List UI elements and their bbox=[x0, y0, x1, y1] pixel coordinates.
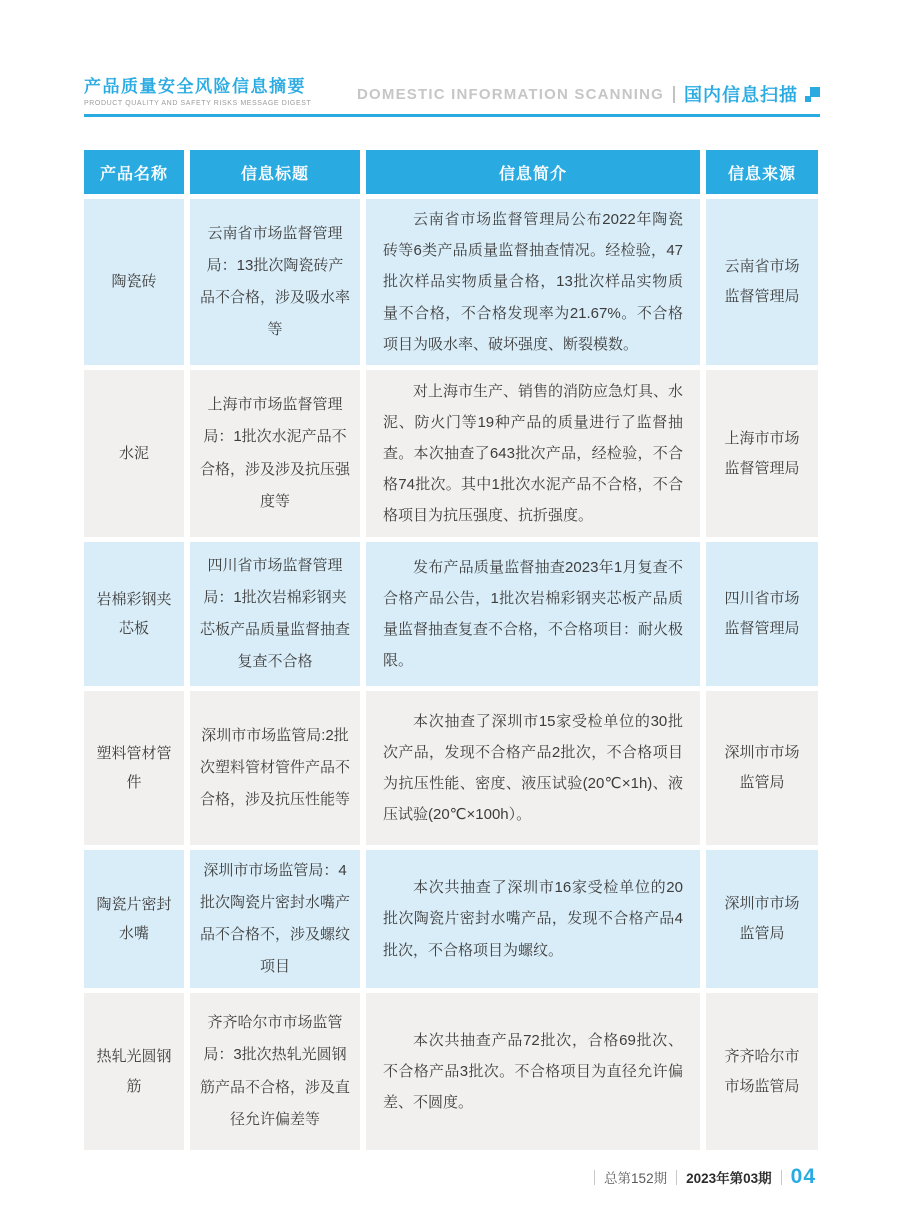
source-cell: 齐齐哈尔市市场监管局 bbox=[706, 993, 818, 1150]
page-number: 04 bbox=[790, 1165, 816, 1188]
summary-text: 对上海市生产、销售的消防应急灯具、水泥、防火门等19种产品的质量进行了监督抽查。本次抽查了643批次产品，经检验，不合格74批次。其中1批次水泥产品不合格，不合格项目为抗压强度、抗折强度。 bbox=[383, 382, 684, 525]
title-cell: 上海市市场监督管理局：1批次水泥产品不合格，涉及涉及抗压强度等 bbox=[190, 370, 360, 537]
summary-text: 本次共抽查产品72批次，合格69批次、不合格产品3批次。不合格项目为直径允许偏差、不圆度。 bbox=[383, 1031, 683, 1112]
info-table bbox=[84, 150, 818, 1155]
summary-text: 本次共抽查了深圳市16家受检单位的20批次陶瓷片密封水嘴产品，发现不合格产品4批次，不合格项目为螺纹。 bbox=[383, 879, 683, 959]
title-cell: 齐齐哈尔市市场监管局：3批次热轧光圆钢筋产品不合格，涉及直径允许偏差等 bbox=[190, 993, 360, 1150]
summary-text: 本次抽查了深圳市15家受检单位的30批次产品，发现不合格产品2批次，不合格项目为抗压性能、密度、液压试验(20℃×1h)、液压试验(20℃×100h）。 bbox=[383, 712, 683, 824]
product-cell: 陶瓷片密封水嘴 bbox=[84, 850, 184, 988]
table-row bbox=[84, 691, 818, 845]
product-cell: 热轧光圆钢筋 bbox=[84, 993, 184, 1150]
title-cell: 深圳市市场监管局:2批次塑料管材管件产品不合格，涉及抗压性能等 bbox=[190, 691, 360, 845]
column-header-product: 产品名称 bbox=[84, 150, 184, 194]
product-cell: 岩棉彩钢夹芯板 bbox=[84, 542, 184, 686]
source-cell: 上海市市场监督管理局 bbox=[706, 370, 818, 537]
page-title: 产品质量安全风险信息摘要 bbox=[84, 77, 306, 96]
product-cell: 陶瓷砖 bbox=[84, 199, 184, 365]
square-small bbox=[805, 96, 811, 102]
summary-cell bbox=[366, 542, 700, 686]
table-row bbox=[84, 850, 818, 988]
section-title-en: DOMESTIC INFORMATION SCANNING bbox=[356, 85, 664, 103]
product-cell: 水泥 bbox=[84, 370, 184, 537]
issue-current: 2023年第03期 bbox=[686, 1171, 772, 1186]
summary-cell bbox=[366, 199, 700, 365]
header-left bbox=[84, 72, 311, 107]
summary-cell bbox=[366, 993, 700, 1150]
summary-cell bbox=[366, 850, 700, 988]
page-footer bbox=[585, 1165, 816, 1189]
page-subtitle: PRODUCT QUALITY AND SAFETY RISKS MESSAGE DIGEST bbox=[84, 100, 312, 107]
summary-text: 发布产品质量监督抽查2023年1月复查不合格产品公告，1批次岩棉彩钢夹芯板产品质量监督抽查复查不合格，不合格项目：耐火极限。 bbox=[383, 558, 684, 670]
product-cell: 塑料管材管件 bbox=[84, 691, 184, 845]
table-header-row bbox=[84, 150, 818, 194]
title-cell: 四川省市场监督管理局：1批次岩棉彩钢夹芯板产品质量监督抽查复查不合格 bbox=[190, 542, 360, 686]
table-row bbox=[84, 199, 818, 365]
column-header-summary: 信息简介 bbox=[366, 150, 700, 194]
table-row bbox=[84, 993, 818, 1150]
source-cell: 深圳市市场监管局 bbox=[706, 850, 818, 988]
column-header-title: 信息标题 bbox=[190, 150, 360, 194]
issue-total: 总第152期 bbox=[604, 1171, 668, 1186]
header-divider bbox=[673, 86, 675, 103]
footer-separator bbox=[676, 1170, 677, 1185]
footer-separator bbox=[781, 1170, 782, 1185]
title-cell: 深圳市市场监管局：4批次陶瓷片密封水嘴产品不合格不，涉及螺纹项目 bbox=[190, 850, 360, 988]
summary-cell bbox=[366, 691, 700, 845]
header-right bbox=[357, 81, 820, 107]
table-row bbox=[84, 370, 818, 537]
table-row bbox=[84, 542, 818, 686]
source-cell: 深圳市市场监管局 bbox=[706, 691, 818, 845]
title-cell: 云南省市场监督管理局：13批次陶瓷砖产品不合格，涉及吸水率等 bbox=[190, 199, 360, 365]
column-header-source: 信息来源 bbox=[706, 150, 818, 194]
summary-text: 云南省市场监督管理局公布2022年陶瓷砖等6类产品质量监督抽查情况。经检验，47批次样品实物质量合格，13批次样品实物质量不合格，不合格发现率为21.67%。不合格项目为吸水率、破坏强度、断裂模数。 bbox=[383, 211, 683, 353]
overlapping-squares-icon bbox=[805, 87, 820, 102]
footer-separator bbox=[594, 1170, 595, 1185]
summary-cell bbox=[366, 370, 700, 537]
page-header bbox=[84, 72, 820, 117]
square-big bbox=[810, 87, 820, 97]
section-title-cn: 国内信息扫描 bbox=[684, 85, 798, 105]
source-cell: 四川省市场监督管理局 bbox=[706, 542, 818, 686]
source-cell: 云南省市场监督管理局 bbox=[706, 199, 818, 365]
